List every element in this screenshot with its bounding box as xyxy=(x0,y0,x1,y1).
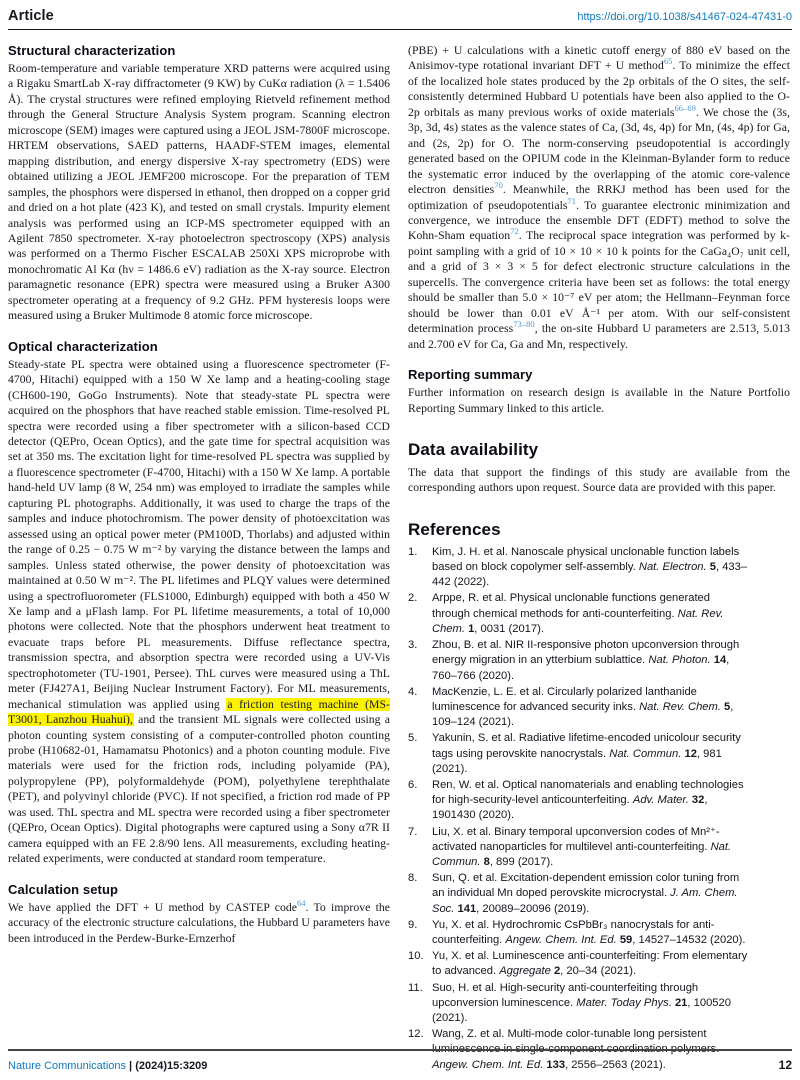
paragraph-calculation-setup: We have applied the DFT + U method by CASTEP code$^{64}$. To improve the accuracy of the electronic structure calculations, the Hubbard U parameters have been introduced in the Perdew-Burke-Ernzerhof xyxy=(8,897,390,945)
reference-number: 6. xyxy=(408,778,418,791)
section-heading-structural-characterization: Structural characterization xyxy=(8,43,176,58)
reference-number: 8. xyxy=(408,872,418,885)
reference-text: Suo, H. et al. High-security anti-counterfeiting through upconversion luminescence. Mater. Today Phys. 21, 100520 (2021). xyxy=(432,981,731,1024)
reference-number: 2. xyxy=(408,592,418,605)
reference-item xyxy=(408,731,790,777)
section-heading-data-availability: Data availability xyxy=(408,439,539,459)
paragraph-data-availability: The data that support the findings of this study are available from the corresponding authors upon request. Source data are provided with this paper. xyxy=(408,465,790,495)
footer-citation-line xyxy=(8,1060,207,1072)
citation-reference[interactable]: 66–69 xyxy=(674,102,696,113)
reference-text: Liu, X. et al. Binary temporal upconversion codes of Mn²⁺-activated nanoparticles for multilevel anti-counterfeiting. Nat. Commun. 8, 899 (2017). xyxy=(432,825,732,868)
section-heading-optical-characterization: Optical characterization xyxy=(8,338,158,354)
page-number: 12 xyxy=(778,1058,792,1072)
reference-number: 11. xyxy=(408,981,423,994)
reference-text: Yu, X. et al. Luminescence anti-counterfeiting: From elementary to advanced. Aggregate 2, 20–34 (2021). xyxy=(432,950,748,978)
reference-number: 9. xyxy=(408,918,418,931)
citation-reference[interactable]: 70 xyxy=(494,180,503,191)
section-heading-references: References xyxy=(408,519,501,539)
reference-text: Sun, Q. et al. Excitation-dependent emission color tuning from an individual Mn doped perovskite microcrystal. J. Am. Chem. Soc. 141, 20089–20096 (2019). xyxy=(432,872,740,915)
paragraph-reporting-summary: Further information on research design is available in the Nature Portfolio Reporting Summary linked to this article. xyxy=(408,386,790,415)
header-divider xyxy=(8,29,792,30)
reference-number: 5. xyxy=(408,732,418,745)
citation-reference[interactable]: 72 xyxy=(510,226,519,237)
paragraph-structural-characterization: Room-temperature and variable temperature XRD patterns were acquired using a Rigaku SmartLab X-ray diffractometer (9 KW) by CuKα radiation (λ = 1.5406 Å). The crystal structures were refined employing Rietveld refinement method through the General Structure Analysis System program. Scanning electron microscope (SEM) images were captured using a JEOL JSM-7800F microscope. HRTEM observations, SAED patterns, HAADF-STEM images, elemental mapping distribution, and energy dispersive X-ray spectrometry (EDS) were obtained utilizing a JEOL JEMF200 microscope. For the preparation of TEM samples, the phosphors were dispersed in ethanol, then dropped on a copper grid and dried on a hot plate (423 K), and tested on small crystals. Impurity element analysis was performed using an ICP-MS spectrometer equipped with an Agilent 7850 spectrometer. X-ray photoelectron spectroscopy (XPS) analysis was performed on a Thermo Fischer ESCALAB 250Xi XPS microprobe with monochromatic Al Kα (hν = 1486.6 eV) radiation as the X-ray source. Electron paramagnetic resonance (EPR) spectra were measured using a Bruker A300 spectrometer operating at a frequency of 9.2 GHz. PFM hysteresis loops were measured using a Bruker Multimode 8 atomic force microscope. xyxy=(8,62,390,323)
reference-number: 4. xyxy=(408,685,418,698)
section-heading-reporting-summary: Reporting summary xyxy=(408,367,533,383)
reference-item xyxy=(408,825,790,871)
citation-reference[interactable]: 73–80 xyxy=(513,319,535,330)
reference-number: 10. xyxy=(408,950,424,963)
citation-reference[interactable]: 65 xyxy=(663,56,673,67)
reference-item xyxy=(408,981,790,1027)
issue-citation: | (2024)15:3209 xyxy=(126,1060,208,1072)
reference-text: Yakunin, S. et al. Radiative lifetime-encoded unicolour security tags using perovskite nanocrystals. Nat. Commun. 12, 981 (2021). xyxy=(432,732,741,775)
reference-item xyxy=(408,949,790,979)
paragraph-calculation-continuation: (PBE) + U calculations with a kinetic cutoff energy of 880 eV based on the Anisimov-type rotational invariant DFT + U method$^{65}$. To minimize the effect of the localized hole states produced by the 2p orbitals of the O sites, the self-consistently determined Hubbard U potentials have been also applied to the O-2p orbitals as many previous works of oxide materials$^{66-69}$. We chose the (3s, 3p, 3d, 4s) states as the valence states of Ca, (3d, 4s, 4p) for Mn, (4s, 4p) for Ga, and (2s, 2p) for O. The norm-conserving pseudopotential is accordingly generated based on the OPIUM code in the Kleinman-Bylander form to reduce the systematic error induced by the overlapping of the atomic core-valence electron densities$^{70}$. Meanwhile, the RRKJ method has been used for the optimization of pseudopotentials$^{71}$. To guarantee electronic minimization and convergence, we introduce the ensemble DFT (EDFT) method to solve the Kohn-Sham equation$^{72}$. The reciprocal space integration was performed by k-point sampling with a grid of 10 × 10 × 10 k points for the CaGa₄O₇ unit cell, and a grid of 3 × 3 × 5 for defect electronic structure calculations in the supercells. The convergence criteria have been set as follows: the total energy should be smaller than 5.0 × 10⁻⁷ eV per atom; the Hellmann–Feynman force should be lower than 0.01 eV Å⁻¹ per atom. With our self-consistent determination process$^{73-80}$, the on-site Hubbard U parameters are 2.513, 5.013 and 2.700 eV for Ca, Ga and Mn, respectively. xyxy=(408,44,791,351)
reference-number: 12. xyxy=(408,1028,424,1041)
paragraph-optical-characterization: Steady-state PL spectra were obtained using a fluorescence spectrometer (F-4700, Hitachi) equipped with a 150 W Xe lamp and a heating-cooling stage (CH600-190, GoGo Instruments). Note that steady-state PL spectra were acquired on the phosphors that have reached stable emission. Time-resolved PL spectra were recorded using a fiber spectrometer with a silicon-based CCD detector (QEPro, Ocean Optics), and the gate time for spectral acquisition was set at 350 ms. The excitation light for time-resolved PL spectra was supplied by a fluorescence spectrometer (F-4700, Hitachi) with a 150 W Xe lamp. A portable hand-held UV lamp (8 W, 254 nm) was employed to irradiate the samples while capturing PL photographs. Additionally, it was used to charge the traps of the samples and induce photochromism. The power density of photoexcitation was assessed using an optical power meter (PM100D, Thorlabs) and adjusted within the range of 0.25 − 0.75 W m⁻² by varying the distance between the lamps and samples. Unless stated otherwise, the power density of photoexcitation was maintained at 0.50 W m⁻². The PL lifetimes and PLQY values were determined using a spectrofluorometer (FLS1000, Edinburgh) equipped with both a 450 W Xe lamp and a μFlash lamp. For PL lifetime measurements, a total of 10,000 photons were collected. Note that the phosphors underwent heat treatment to evacuate traps before PL measurements. Diffuse reflectance spectra, transmission spectra, and absorption spectra were recorded using a UV-Vis spectrophotometer (TU-1901, Persee). ThL curves were measured using a ThL meter (FJ427A1, Beijing Nuclear Instrument Factory). For ML measurements, mechanical stimulation was applied using a friction testing machine (MS-T3001, Lanzhou Huahui), and the transient ML signals were collected using a photon counting system consisting of a computer-controlled photon counting probe (H10682-01, Hamamatsu Photonics) and a photon counting module. Five materials were used for the friction rods, including polyamide (PA), polypropylene (PP), polyformaldehyde (POM), polyethylene terephthalate (PET), and polyvinyl chloride (PVC). If not specified, a friction rod made of PP was used. ThL spectra and ML spectra were recorded using a fiber spectrometer (QEPro, Ocean Optics). Digital photographs were captured using a Sony α7R II camera equipped with an FE 2.8/90 lens. All measurements, excluding heating-related experiments, were conducted at standard room temperature. xyxy=(8,357,390,866)
right-column xyxy=(408,43,790,1074)
doi-link[interactable]: https://doi.org/10.1038/s41467-024-47431-0 xyxy=(577,11,792,23)
reference-item xyxy=(408,591,790,637)
reference-text: Wang, Z. et al. Multi-mode color-tunable long persistent luminescence in single-component coordination polymers. Angew. Chem. Int. Ed. 133, 2556–2563 (2021). xyxy=(432,1028,720,1071)
reference-text: Ren, W. et al. Optical nanomaterials and enabling technologies for high-security-level anticounterfeiting. Adv. Mater. 32, 1901430 (2020). xyxy=(432,778,744,822)
references-list xyxy=(408,545,790,1073)
reference-number: 1. xyxy=(408,545,418,558)
reference-text: Arppe, R. et al. Physical unclonable functions generated through chemical methods for anti-counterfeiting. Nat. Rev. Chem. 1, 0031 (2017). xyxy=(432,592,724,635)
article-type-label: Article xyxy=(8,8,54,24)
page-header xyxy=(8,8,792,24)
citation-reference[interactable]: 64 xyxy=(296,897,306,908)
reference-item xyxy=(408,871,790,917)
reference-text: Zhou, B. et al. NIR II-responsive photon upconversion through energy migration in an ytterbium sublattice. Nat. Photon. 14, 760–766 (2020). xyxy=(432,639,740,682)
reference-text: Yu, X. et al. Hydrochromic CsPbBr₃ nanocrystals for anti-counterfeiting. Angew. Chem. Int. Ed. 59, 14527–14532 (2020). xyxy=(432,918,746,946)
reference-item xyxy=(408,778,790,824)
citation-reference[interactable]: 71 xyxy=(567,195,577,206)
highlighted-text: a friction testing machine (MS-T3001, Lanzhou Huahui), xyxy=(8,697,390,727)
reference-text: Kim, J. H. et al. Nanoscale physical unclonable function labels based on block copolymer self-assembly. Nat. Electron. 5, 433–442 (2022). xyxy=(432,545,748,589)
two-column-body xyxy=(8,43,792,1074)
left-column xyxy=(8,43,390,1074)
reference-item xyxy=(408,918,790,948)
section-heading-calculation-setup: Calculation setup xyxy=(8,881,119,897)
reference-number: 3. xyxy=(408,639,418,652)
reference-number: 7. xyxy=(408,825,418,838)
reference-item xyxy=(408,638,790,684)
journal-name-link[interactable]: Nature Communications xyxy=(8,1060,126,1072)
page-footer xyxy=(8,1049,792,1072)
reference-item xyxy=(408,685,790,731)
reference-item xyxy=(408,545,790,591)
reference-text: MacKenzie, L. E. et al. Circularly polarized lanthanide luminescence for advanced security inks. Nat. Rev. Chem. 5, 109–124 (2021). xyxy=(432,685,734,729)
